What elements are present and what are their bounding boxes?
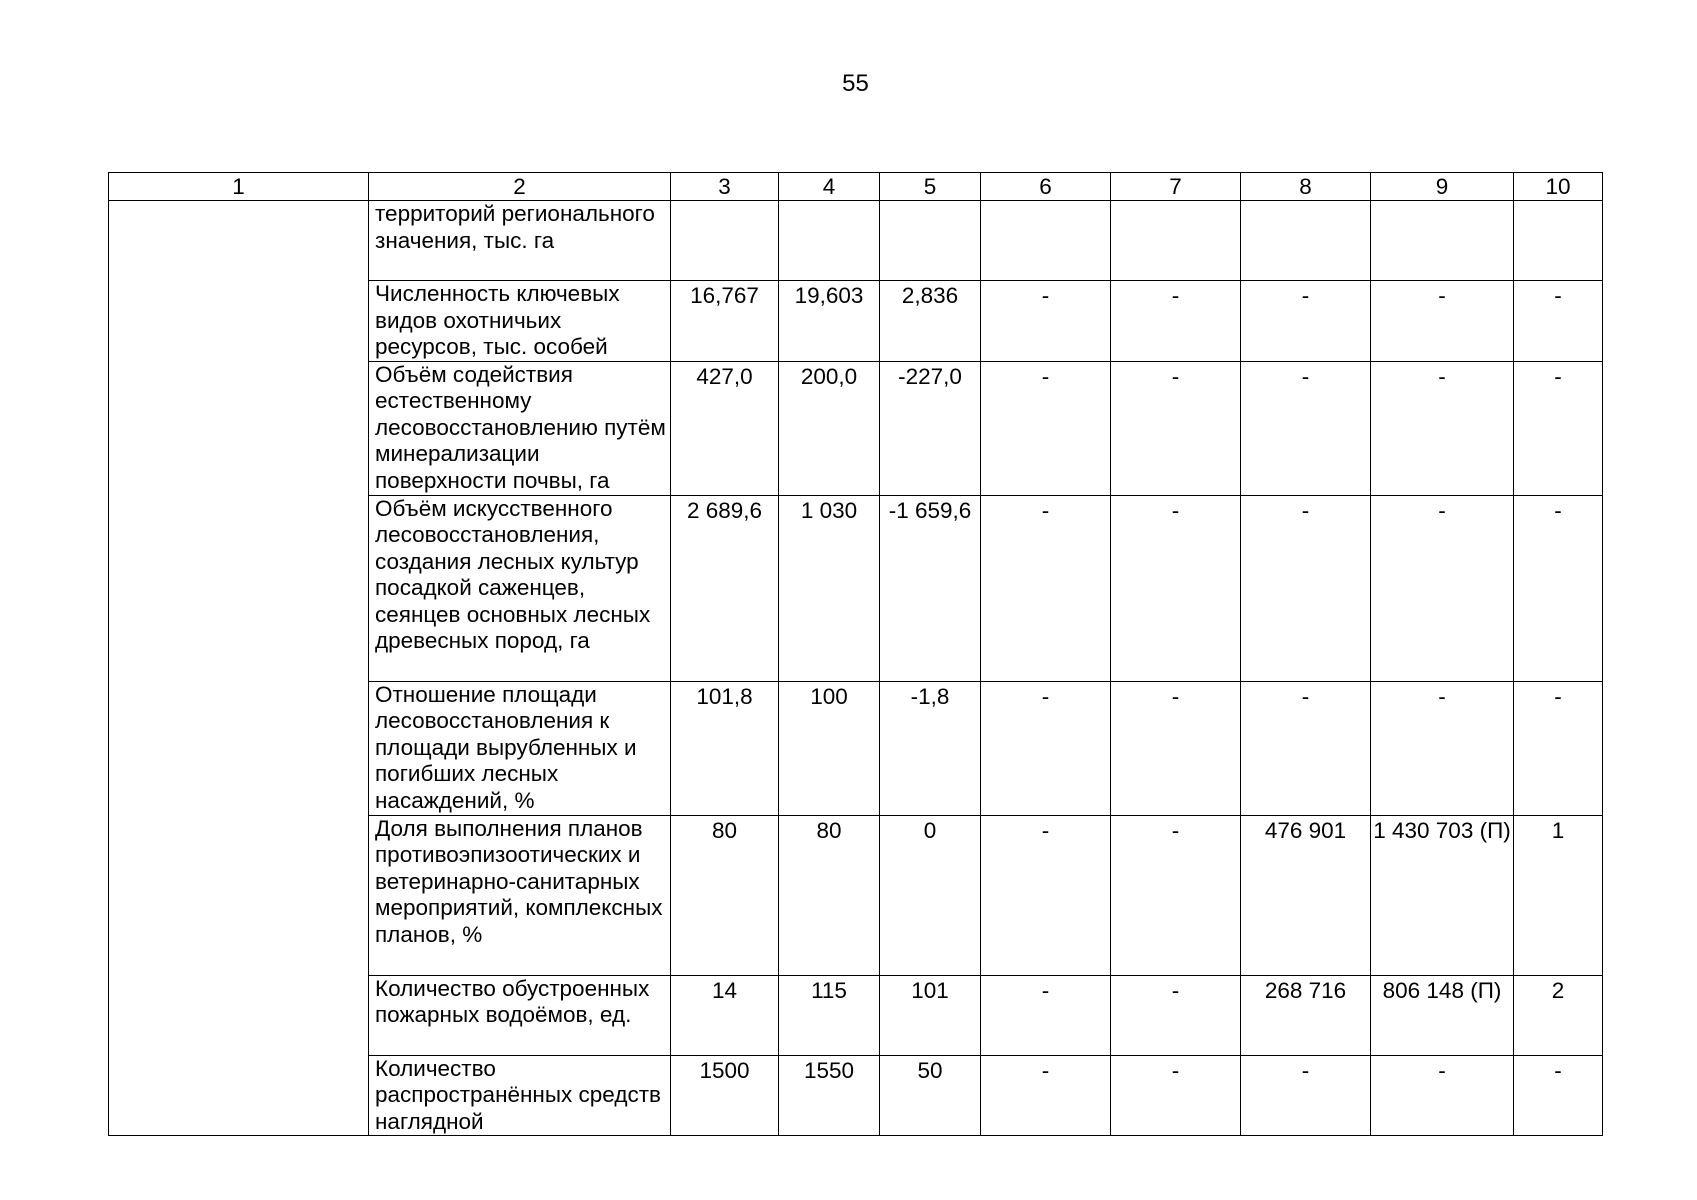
value-cell: - xyxy=(1111,815,1241,975)
value-cell: 806 148 (П) xyxy=(1371,975,1514,1055)
value-cell: - xyxy=(1514,361,1603,495)
indicator-name-cell: Доля выполнения планов противоэпизоотических и ветеринарно-санитарных мероприятий, комплексных планов, % xyxy=(369,815,671,975)
value-cell: - xyxy=(1241,495,1371,681)
value-cell: - xyxy=(981,1055,1111,1136)
value-cell: - xyxy=(1514,681,1603,815)
value-cell: 2 xyxy=(1514,975,1603,1055)
value-cell xyxy=(1371,201,1514,281)
value-cell: 1 430 703 (П) xyxy=(1371,815,1514,975)
value-cell: 427,0 xyxy=(671,361,779,495)
value-cell: - xyxy=(981,975,1111,1055)
value-cell: - xyxy=(981,815,1111,975)
value-cell: 100 xyxy=(779,681,880,815)
indicator-name-cell: Отношение площади лесовосстановления к площади вырубленных и погибших лесных насаждений, % xyxy=(369,681,671,815)
column-header: 10 xyxy=(1514,173,1603,201)
value-cell: - xyxy=(1371,495,1514,681)
value-cell xyxy=(981,201,1111,281)
value-cell: 14 xyxy=(671,975,779,1055)
value-cell: - xyxy=(1241,681,1371,815)
value-cell: - xyxy=(1514,281,1603,362)
value-cell: 80 xyxy=(671,815,779,975)
indicator-name-cell: Объём искусственного лесовосстановления, создания лесных культур посадкой саженцев, сеянцев основных лесных древесных пород, га xyxy=(369,495,671,681)
value-cell: 115 xyxy=(779,975,880,1055)
value-cell: - xyxy=(981,281,1111,362)
column-header: 6 xyxy=(981,173,1111,201)
value-cell: 268 716 xyxy=(1241,975,1371,1055)
value-cell: 101 xyxy=(880,975,981,1055)
value-cell xyxy=(779,201,880,281)
value-cell: 101,8 xyxy=(671,681,779,815)
indicator-name-cell: Количество обустроенных пожарных водоёмов, ед. xyxy=(369,975,671,1055)
table-row xyxy=(109,201,1603,281)
value-cell xyxy=(671,201,779,281)
value-cell: 19,603 xyxy=(779,281,880,362)
value-cell xyxy=(1111,201,1241,281)
value-cell xyxy=(880,201,981,281)
column-header: 1 xyxy=(109,173,369,201)
value-cell: - xyxy=(1371,1055,1514,1136)
value-cell: - xyxy=(981,495,1111,681)
value-cell: - xyxy=(1111,975,1241,1055)
column-header: 5 xyxy=(880,173,981,201)
column-header: 9 xyxy=(1371,173,1514,201)
value-cell: -1,8 xyxy=(880,681,981,815)
value-cell: 80 xyxy=(779,815,880,975)
value-cell: 1550 xyxy=(779,1055,880,1136)
indicator-name-cell: территорий регионального значения, тыс. га xyxy=(369,201,671,281)
value-cell: - xyxy=(1111,281,1241,362)
value-cell: - xyxy=(1241,1055,1371,1136)
value-cell: - xyxy=(981,681,1111,815)
indicator-table xyxy=(108,172,1603,1136)
section-cell xyxy=(109,201,369,1136)
value-cell: - xyxy=(1514,1055,1603,1136)
value-cell: 2,836 xyxy=(880,281,981,362)
column-header: 2 xyxy=(369,173,671,201)
value-cell: 1 030 xyxy=(779,495,880,681)
value-cell: - xyxy=(1371,361,1514,495)
column-header: 4 xyxy=(779,173,880,201)
value-cell: - xyxy=(1111,681,1241,815)
value-cell: 1500 xyxy=(671,1055,779,1136)
value-cell: 16,767 xyxy=(671,281,779,362)
value-cell: 476 901 xyxy=(1241,815,1371,975)
value-cell: 50 xyxy=(880,1055,981,1136)
value-cell xyxy=(1514,201,1603,281)
value-cell: - xyxy=(1241,361,1371,495)
indicator-name-cell: Объём содействия естественному лесовосстановлению путём минерализации поверхности почвы, га xyxy=(369,361,671,495)
value-cell: 1 xyxy=(1514,815,1603,975)
column-header: 7 xyxy=(1111,173,1241,201)
value-cell: - xyxy=(981,361,1111,495)
page-number: 55 xyxy=(842,70,869,97)
value-cell: - xyxy=(1111,1055,1241,1136)
value-cell: -227,0 xyxy=(880,361,981,495)
value-cell: 200,0 xyxy=(779,361,880,495)
table-header-row xyxy=(109,173,1603,201)
value-cell: -1 659,6 xyxy=(880,495,981,681)
value-cell: 2 689,6 xyxy=(671,495,779,681)
indicator-name-cell: Количество распространённых средств наглядной xyxy=(369,1055,671,1136)
value-cell: 0 xyxy=(880,815,981,975)
value-cell: - xyxy=(1371,681,1514,815)
value-cell: - xyxy=(1241,281,1371,362)
column-header: 8 xyxy=(1241,173,1371,201)
value-cell: - xyxy=(1514,495,1603,681)
value-cell: - xyxy=(1371,281,1514,362)
column-header: 3 xyxy=(671,173,779,201)
value-cell: - xyxy=(1111,361,1241,495)
value-cell xyxy=(1241,201,1371,281)
indicator-name-cell: Численность ключевых видов охотничьих ресурсов, тыс. особей xyxy=(369,281,671,362)
value-cell: - xyxy=(1111,495,1241,681)
